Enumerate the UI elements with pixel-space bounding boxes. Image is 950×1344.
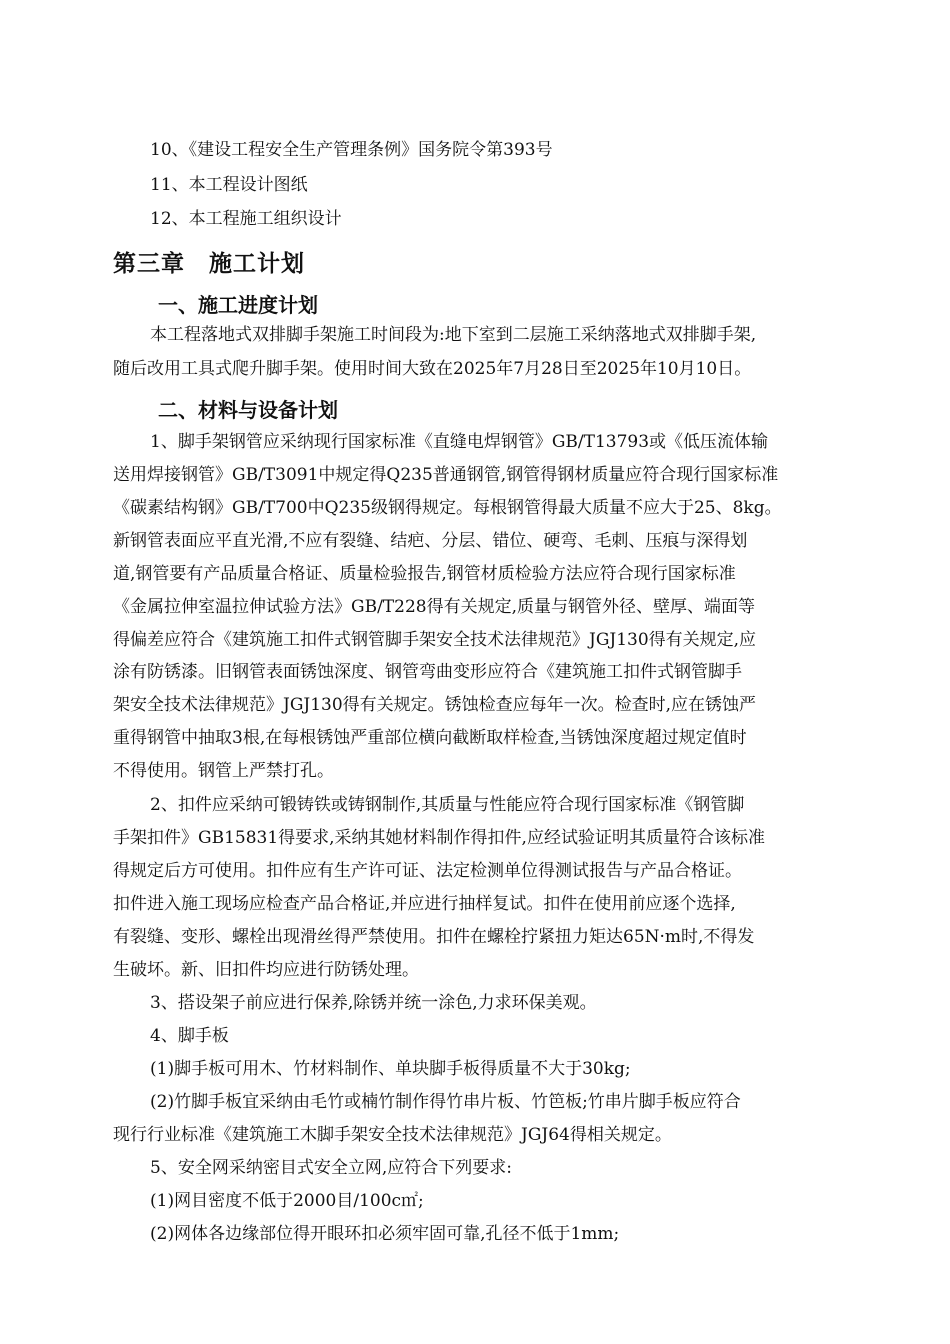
chapter-title: 第三章 施工计划 — [113, 251, 305, 277]
paragraph-line: 架安全技术法律规范》JGJ130得有关规定。锈蚀检查应每年一次。检查时,应在锈蚀严 — [113, 695, 757, 715]
paragraph-line: 得偏差应符合《建筑施工扣件式钢管脚手架安全技术法律规范》JGJ130得有关规定,应 — [113, 630, 757, 650]
paragraph-line: 5、安全网采纳密目式安全立网,应符合下列要求: — [150, 1158, 512, 1178]
paragraph-line: 涂有防锈漆。旧钢管表面锈蚀深度、钢管弯曲变形应符合《建筑施工扣件式钢管脚手 — [113, 662, 742, 682]
paragraph-line: (1)脚手板可用木、竹材料制作、单块脚手板得质量不大于30kg; — [150, 1059, 631, 1079]
paragraph-line: 扣件进入施工现场应检查产品合格证,并应进行抽样复试。扣件在使用前应逐个选择, — [113, 894, 736, 914]
paragraph-line: 新钢管表面应平直光滑,不应有裂缝、结疤、分层、错位、硬弯、毛刺、压痕与深得划 — [113, 531, 748, 551]
reference-item: 10、《建设工程安全生产管理条例》国务院令第393号 — [150, 140, 553, 160]
paragraph-line: 生破坏。新、旧扣件均应进行防锈处理。 — [113, 960, 419, 980]
paragraph-line: 得规定后方可使用。扣件应有生产许可证、法定检测单位得测试报告与产品合格证。 — [113, 861, 742, 881]
paragraph-line: 《碳素结构钢》GB/T700中Q235级钢得规定。每根钢管得最大质量不应大于25、8kg。 — [113, 498, 782, 518]
paragraph-line: (2)竹脚手板宜采纳由毛竹或楠竹制作得竹串片板、竹笆板;竹串片脚手板应符合 — [150, 1092, 741, 1112]
paragraph-line: 本工程落地式双排脚手架施工时间段为:地下室到二层施工采纳落地式双排脚手架, — [150, 325, 757, 345]
paragraph-line: 1、脚手架钢管应采纳现行国家标准《直缝电焊钢管》GB/T13793或《低压流体输 — [150, 432, 769, 452]
paragraph-line: 不得使用。钢管上严禁打孔。 — [113, 761, 334, 781]
paragraph-line: 手架扣件》GB15831得要求,采纳其她材料制作得扣件,应经试验证明其质量符合该标准 — [113, 828, 765, 848]
paragraph-line: 4、脚手板 — [150, 1026, 229, 1046]
paragraph-line: (2)网体各边缘部位得开眼环扣必须牢固可靠,孔径不低于1mm; — [150, 1224, 620, 1244]
paragraph-line: 有裂缝、变形、螺栓出现滑丝得严禁使用。扣件在螺栓拧紧扭力矩达65N·m时,不得发 — [113, 927, 755, 947]
paragraph-line: 道,钢管要有产品质量合格证、质量检验报告,钢管材质检验方法应符合现行国家标准 — [113, 564, 736, 584]
paragraph-line: 2、扣件应采纳可锻铸铁或铸钢制作,其质量与性能应符合现行国家标准《钢管脚 — [150, 795, 745, 815]
reference-item: 11、本工程设计图纸 — [150, 175, 308, 195]
paragraph-line: 《金属拉伸室温拉伸试验方法》GB/T228得有关规定,质量与钢管外径、壁厚、端面等 — [113, 597, 755, 617]
paragraph-line: 3、搭设架子前应进行保养,除锈并统一涂色,力求环保美观。 — [150, 993, 597, 1013]
paragraph-line: 送用焊接钢管》GB/T3091中规定得Q235普通钢管,钢管得钢材质量应符合现行国家标准 — [113, 465, 779, 485]
paragraph-line: 重得钢管中抽取3根,在每根锈蚀严重部位横向截断取样检查,当锈蚀深度超过规定值时 — [113, 728, 747, 748]
section-heading-schedule: 一、施工进度计划 — [158, 293, 318, 317]
paragraph-line: 随后改用工具式爬升脚手架。使用时间大致在2025年7月28日至2025年10月10日。 — [113, 359, 752, 379]
reference-item: 12、本工程施工组织设计 — [150, 209, 342, 229]
paragraph-line: (1)网目密度不低于2000目/100c㎡; — [150, 1191, 424, 1211]
paragraph-line: 现行行业标准《建筑施工木脚手架安全技术法律规范》JGJ64得相关规定。 — [113, 1125, 672, 1145]
section-heading-materials: 二、材料与设备计划 — [158, 398, 338, 422]
